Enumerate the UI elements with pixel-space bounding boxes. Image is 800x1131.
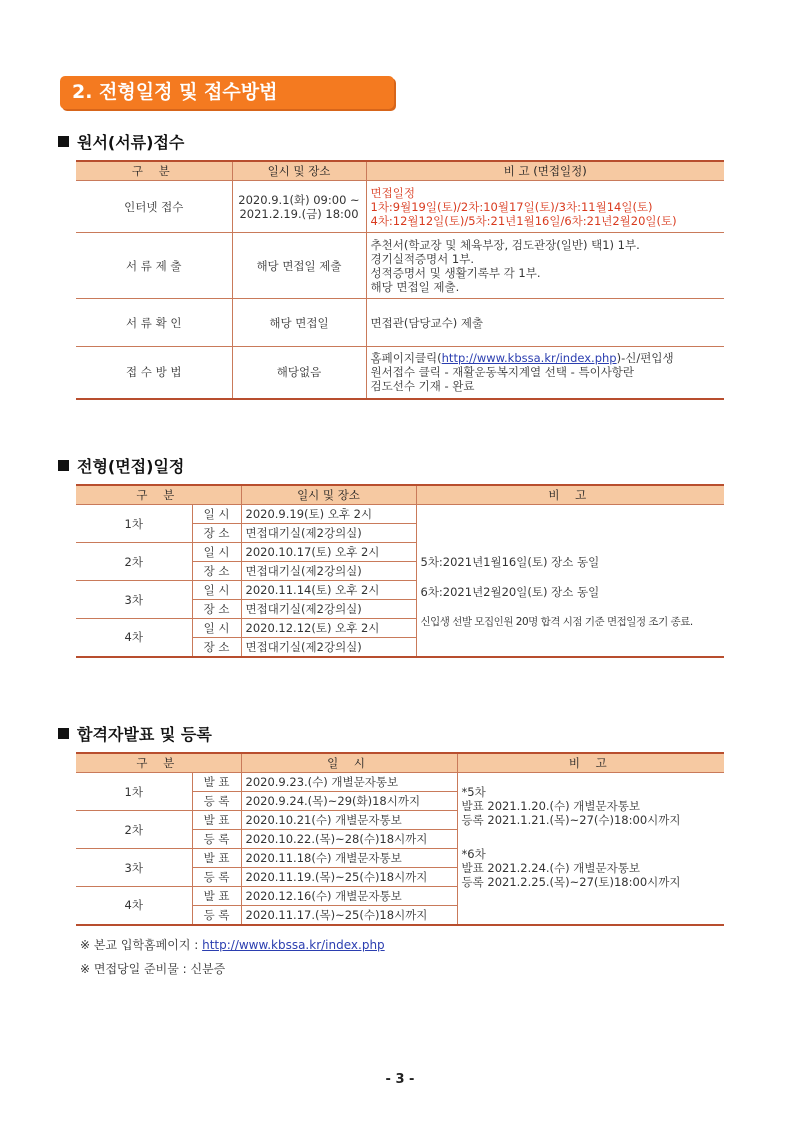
interview-place: 면접대기실(제2강의실) [241, 562, 416, 581]
header-datetime: 일시 및 장소 [241, 485, 416, 505]
header-datetime: 일 시 [241, 753, 457, 773]
homepage-link[interactable]: http://www.kbssa.kr/index.php [441, 351, 617, 366]
sub-label: 장 소 [192, 638, 241, 657]
row-note [366, 233, 724, 299]
interview-time: 2020.10.17(토) 오후 2시 [241, 543, 416, 562]
row-label: 접 수 방 법 [76, 347, 232, 399]
interview-time: 2020.12.12(토) 오후 2시 [241, 619, 416, 638]
register-date: 2020.11.19.(목)~25(수)18시까지 [241, 868, 457, 887]
row-time [232, 181, 366, 233]
row-note: 면접관(담당교수) 제출 [366, 299, 724, 347]
note-line [371, 351, 721, 365]
sub-label: 등 록 [192, 792, 241, 811]
note-line: 5차:2021년1월16일(토) 장소 동일 [420, 555, 600, 570]
note-line: 원서접수 클릭 - 재활운동복지계열 선택 - 특이사항란 [370, 365, 635, 380]
note-text: )-신/편입생 [616, 351, 674, 366]
table-row [76, 181, 724, 233]
note-line: 발표 2021.2.24.(수) 개별문자통보 [461, 861, 640, 875]
bullet-square-icon [58, 728, 69, 739]
section-title-interview [58, 454, 184, 477]
sub-label: 등 록 [192, 830, 241, 849]
announce-date: 2020.12.16(수) 개별문자통보 [241, 887, 457, 906]
sub-label: 장 소 [192, 562, 241, 581]
interview-time: 2020.9.19(토) 오후 2시 [241, 505, 416, 524]
page-number: - 3 - [385, 1072, 415, 1087]
interview-place: 면접대기실(제2강의실) [241, 600, 416, 619]
bullet-square-icon [58, 136, 69, 147]
note-line: 6차:2021년2월20일(토) 장소 동일 [420, 585, 600, 600]
header-remarks: 비 고 [416, 485, 724, 505]
application-table [76, 160, 724, 400]
table-row [76, 773, 724, 792]
sub-label: 발 표 [192, 887, 241, 906]
round-label: 2차 [76, 543, 192, 581]
note-line: 신입생 선발 모집인원 20명 합격 시점 기준 면접일정 조기 종료. [420, 616, 693, 629]
section-banner: 2. 전형일정 및 접수방법 [60, 76, 394, 109]
results-table [76, 752, 724, 926]
register-date: 2020.11.17.(목)~25(수)18시까지 [241, 906, 457, 925]
row-note [366, 181, 724, 233]
bullet-square-icon [58, 460, 69, 471]
sub-label: 발 표 [192, 811, 241, 830]
time-line: 2020.9.1(화) 09:00 ~ [238, 192, 360, 207]
note-line: 경기실적증명서 1부. [370, 251, 474, 266]
note-line: 성적증명서 및 생활기록부 각 1부. [370, 265, 541, 280]
row-label: 서 류 확 인 [76, 299, 232, 347]
announce-date: 2020.11.18(수) 개별문자통보 [241, 849, 457, 868]
register-date: 2020.10.22.(목)~28(수)18시까지 [241, 830, 457, 849]
footnote-homepage [80, 936, 385, 953]
header-category: 구 분 [76, 485, 241, 505]
row-time: 해당 면접일 [232, 299, 366, 347]
note-line: 등록 2021.2.25.(목)~27(토)18:00시까지 [461, 875, 681, 889]
interview-table [76, 484, 724, 658]
results-notes [457, 773, 724, 925]
section-title-text: 원서(서류)접수 [77, 133, 185, 152]
round-label: 3차 [76, 849, 192, 887]
interview-time: 2020.11.14(토) 오후 2시 [241, 581, 416, 600]
register-date: 2020.9.24.(목)~29(화)18시까지 [241, 792, 457, 811]
interview-place: 면접대기실(제2강의실) [241, 524, 416, 543]
time-line: 2021.2.19.(금) 18:00 [239, 206, 359, 221]
row-label: 서 류 제 출 [76, 233, 232, 299]
row-label: 인터넷 접수 [76, 181, 232, 233]
sub-label: 등 록 [192, 906, 241, 925]
interview-place: 면접대기실(제2강의실) [241, 638, 416, 657]
section-title-text: 전형(면접)일정 [77, 457, 185, 476]
row-time: 해당없음 [232, 347, 366, 399]
round-label: 1차 [76, 773, 192, 811]
sub-label: 일 시 [192, 543, 241, 562]
note-line: 추천서(학교장 및 체육부장, 검도관장(일반) 택1) 1부. [370, 237, 640, 252]
sub-label: 장 소 [192, 524, 241, 543]
table-row [76, 347, 724, 399]
note-line: 4차:12월12일(토)/5차:21년1월16일/6차:21년2월20일(토) [370, 213, 677, 228]
section-title-results [58, 722, 212, 745]
announce-date: 2020.10.21(수) 개별문자통보 [241, 811, 457, 830]
note-line: 발표 2021.1.20.(수) 개별문자통보 [461, 799, 640, 813]
footnote-id: ※ 면접당일 준비물 : 신분증 [80, 962, 226, 976]
note-line: *6차 [461, 847, 486, 861]
note-line: 등록 2021.1.21.(목)~27(수)18:00시까지 [461, 813, 681, 827]
row-time: 해당 면접일 제출 [232, 233, 366, 299]
note-line: 면접일정 [370, 185, 415, 200]
note-text: 홈페이지클릭( [370, 351, 442, 366]
row-note [366, 347, 724, 399]
table-row [76, 233, 724, 299]
round-label: 2차 [76, 811, 192, 849]
sub-label: 일 시 [192, 619, 241, 638]
homepage-link[interactable]: http://www.kbssa.kr/index.php [202, 938, 385, 952]
sub-label: 발 표 [192, 849, 241, 868]
sub-label: 일 시 [192, 581, 241, 600]
section-title-application [58, 130, 184, 153]
header-remarks: 비 고 (면접일정) [366, 161, 724, 181]
note-line: 1차:9월19일(토)/2차:10월17일(토)/3차:11월14일(토) [370, 199, 653, 214]
round-label: 1차 [76, 505, 192, 543]
sub-label: 일 시 [192, 505, 241, 524]
round-label: 3차 [76, 581, 192, 619]
table-row [76, 299, 724, 347]
note-line: 검도선수 기재 - 완료 [370, 379, 475, 394]
note-line: 해당 면접일 제출. [370, 279, 460, 294]
table-header-row [76, 753, 724, 773]
header-category: 구 분 [76, 161, 232, 181]
round-label: 4차 [76, 619, 192, 657]
announce-date: 2020.9.23.(수) 개별문자통보 [241, 773, 457, 792]
sub-label: 장 소 [192, 600, 241, 619]
interview-notes [416, 505, 724, 657]
table-header-row [76, 485, 724, 505]
sub-label: 발 표 [192, 773, 241, 792]
header-remarks: 비 고 [457, 753, 724, 773]
footnote-text: ※ 본교 입학홈페이지 : [80, 938, 203, 952]
section-title-text: 합격자발표 및 등록 [77, 725, 212, 744]
note-line: *5차 [461, 785, 486, 799]
sub-label: 등 록 [192, 868, 241, 887]
header-category: 구 분 [76, 753, 241, 773]
round-label: 4차 [76, 887, 192, 925]
table-header-row [76, 161, 724, 181]
table-row [76, 505, 724, 524]
header-datetime: 일시 및 장소 [232, 161, 366, 181]
